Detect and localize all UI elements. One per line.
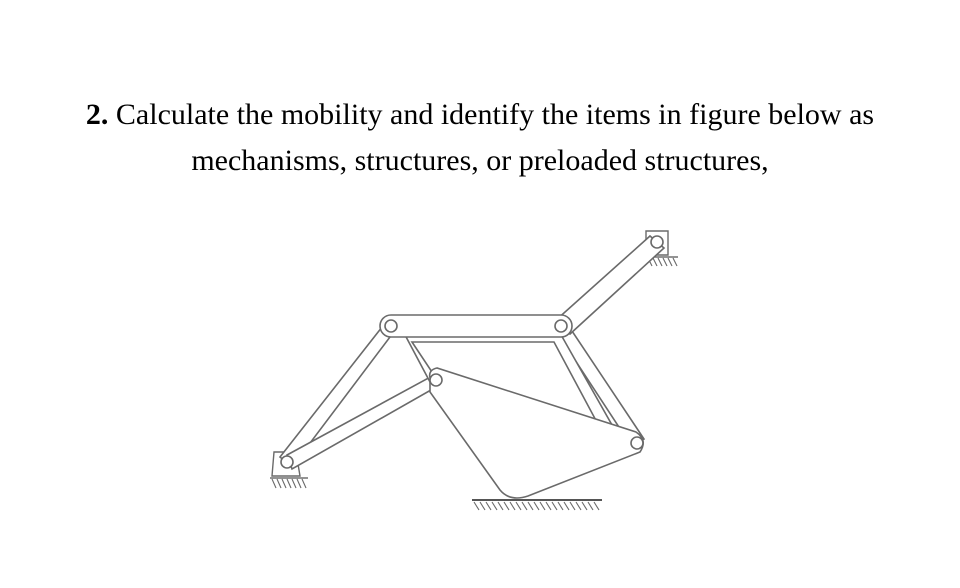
bottom-ground-surface [472, 500, 602, 510]
question-number: 2. [85, 98, 109, 131]
pin-top-right-joint [555, 320, 567, 332]
pin-middle-joint [430, 374, 442, 386]
pin-lower-right-joint [631, 437, 643, 449]
left-long-link [280, 322, 396, 467]
question-line-2: mechanisms, structures, or preloaded structures, [191, 144, 769, 177]
pin-top-right-ground [651, 236, 663, 248]
bucket-body [430, 368, 644, 498]
question-line-1-text: Calculate the mobility and identify the items in figure below as [115, 98, 875, 131]
top-coupler-bar [380, 315, 572, 337]
pin-left-ground [281, 456, 293, 468]
top-right-link [555, 236, 664, 334]
pin-top-left-joint [385, 320, 397, 332]
